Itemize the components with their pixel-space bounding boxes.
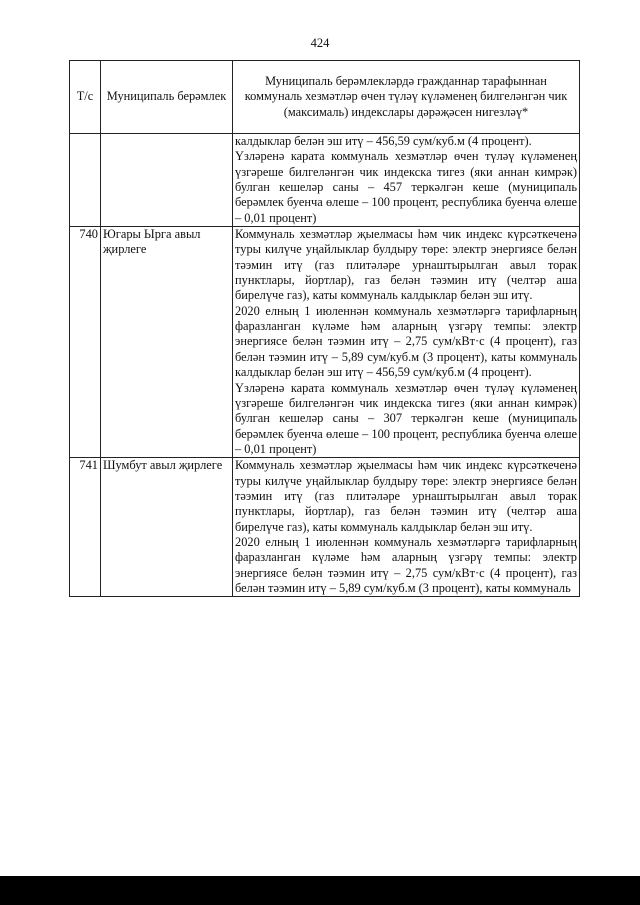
header-municipality: Муниципаль берәмлек — [101, 61, 233, 134]
header-row — [70, 61, 580, 134]
justification-paragraph: Үзләренә карата коммуналь хезмәтләр өчен түләү күләменең үзгәреше билгеләнгән чик индекска тигез (яки аннан кимрәк) булган кешеләр саны – 457 теркәлгән кеше (муниципаль берәмлек буенча өлеше – 100 процент, республика буенча өлеше – 0,01 процент) — [235, 149, 577, 225]
justification-cell — [233, 227, 580, 458]
justification-cell — [233, 134, 580, 227]
justification-paragraph: 2020 елның 1 июленнән коммуналь хезмәтләргә тарифларның фаразланган күләме һәм аларның үзгәрү темпы: электр энергиясе белән тәэмин итү – 2,75 сум/кВт·с (4 процент), газ белән тәэмин итү – 5,89 сум/куб.м (3 процент), каты коммуналь — [235, 534, 577, 595]
justification-paragraph: Коммуналь хезмәтләр җыелмасы һәм чик индекс күрсәткеченә туры килүче уңайлыклар булдыру төре: электр энергиясе белән тәэмин итү (газ плитәләре урнаштырылган авыл торак пунктлары, йортлар), газ белән тәэмин итү (челтәр аша бирелүче газ), каты коммуналь калдыклар белән эш итү. — [235, 458, 577, 534]
table-header — [70, 61, 580, 134]
row-number: 740 — [70, 227, 101, 458]
municipality-name: Шумбут авыл җирлеге — [101, 458, 233, 597]
table-row — [70, 227, 580, 458]
justification-paragraph: Үзләренә карата коммуналь хезмәтләр өчен түләү күләменең үзгәреше билгеләнгән чик индекска тигез (яки аннан кимрәк) булган кешеләр саны – 307 теркәлгән кеше (муниципаль берәмлек буенча өлеше – 100 процент, республика буенча өлеше – 0,01 процент) — [235, 380, 577, 456]
justification-paragraph: калдыклар белән эш итү – 456,59 сум/куб.м (4 процент). — [235, 134, 532, 148]
justification-cell — [233, 458, 580, 597]
table-row — [70, 458, 580, 597]
page-number: 424 — [310, 36, 330, 50]
row-number — [70, 134, 101, 227]
justification-paragraph: 2020 елның 1 июленнән коммуналь хезмәтләргә тарифларның фаразланган күләме һәм аларның үзгәрү темпы: электр энергиясе белән тәэмин итү – 2,75 сум/кВт·с (4 процент), газ белән тәэмин итү – 5,89 сум/куб.м (3 процент), каты коммуналь калдыклар белән эш итү – 456,59 сум/куб.м (4 процент). — [235, 303, 577, 380]
row-number: 741 — [70, 458, 101, 597]
municipality-name — [101, 134, 233, 227]
municipality-name: Югары Ырга авыл җирлеге — [101, 227, 233, 458]
tariff-index-table — [69, 60, 580, 597]
header-justification: Муниципаль берәмлекләрдә гражданнар тарафыннан коммуналь хезмәтләр өчен түләү күләменең билгеләнгән чик (максималь) индекслары дәрәҗәсен нигезләү* — [233, 61, 580, 134]
justification-paragraph: Коммуналь хезмәтләр җыелмасы һәм чик индекс күрсәткеченә туры килүче уңайлыклар булдыру төре: электр энергиясе белән тәэмин итү (газ плитәләре урнаштырылган авыл торак пунктлары, йортлар), газ белән тәэмин итү (челтәр аша бирелүче газ), каты коммуналь калдыклар белән эш итү. — [235, 227, 577, 303]
header-serial-number: Т/с — [70, 61, 101, 134]
scan-edge-bar — [0, 876, 640, 905]
table-row — [70, 134, 580, 227]
